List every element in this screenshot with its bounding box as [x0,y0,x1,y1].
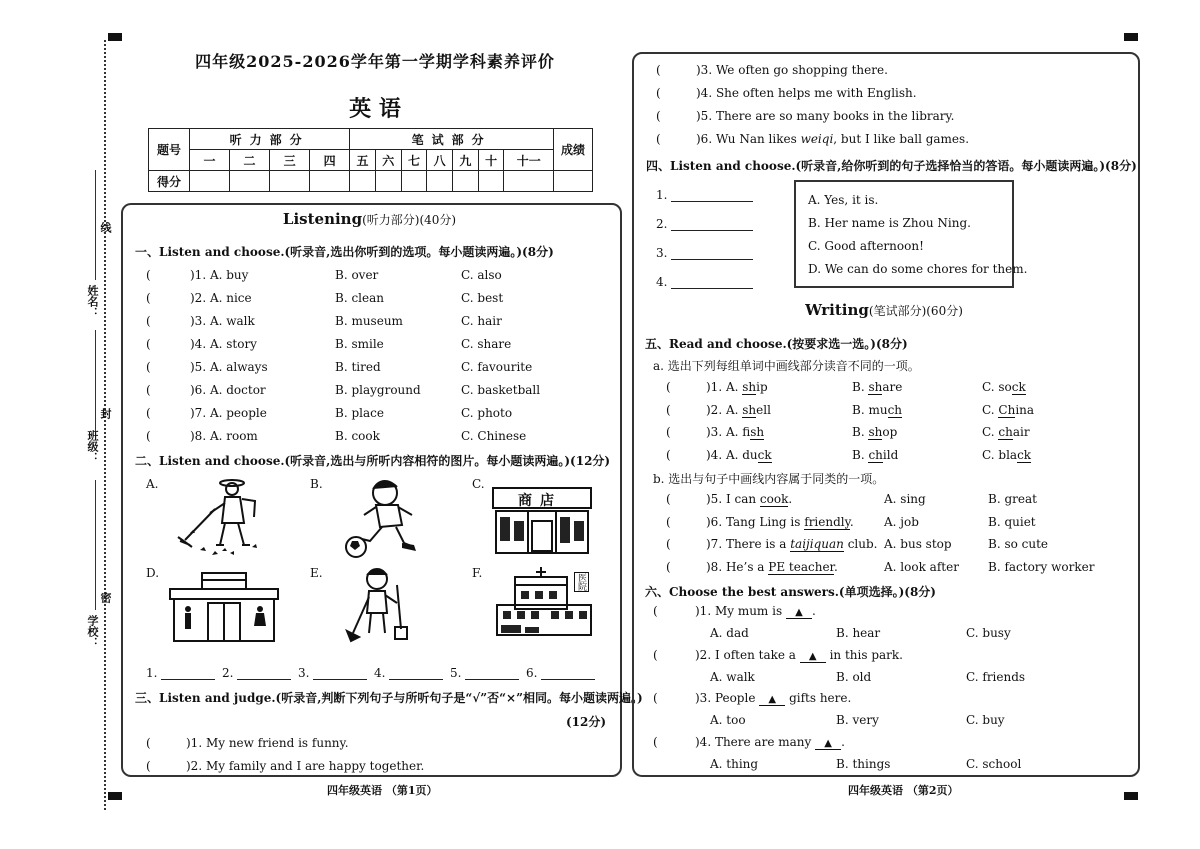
part2-answer-blank[interactable] [237,667,291,680]
score-table-total-label: 成绩 [554,129,593,171]
underlined-letters: sh [868,425,883,439]
part5b-option-a: A. job [884,514,919,529]
pic-label-e: E. [310,566,323,580]
part6-option-a: A. walk [710,669,755,684]
part1-option-a: )7. A. people [190,406,267,420]
score-col: 四 [310,150,350,171]
part6-question-start: )3. People [695,691,760,705]
part3-item [146,736,349,750]
pic-label-d: D. [146,566,160,580]
part5a-item [666,448,1031,462]
underlined-letters: ck [1017,447,1032,462]
binding-dotted-line [104,40,106,810]
underlined-words: friendly [804,514,850,529]
picture-a-sweeping-leaves [170,475,280,560]
part1-option-c: C. favourite [461,360,533,374]
answer-bracket[interactable]: ( [666,425,671,439]
part6-question-end: gifts here. [785,691,852,705]
score-table-score-label: 得分 [149,171,190,192]
part3-item [656,63,888,77]
part1-option-c: C. photo [461,406,513,420]
answer-bracket[interactable]: ( [656,86,661,100]
part4-number: 3. [656,246,668,260]
underlined-letters: ch [868,447,883,462]
answer-bracket[interactable]: ( [146,360,151,374]
answer-bracket[interactable]: ( [656,109,661,123]
part6-question [653,735,845,750]
answer-bracket[interactable]: ( [146,759,151,773]
part6-question-start: )2. I often take a [695,647,800,662]
underlined-letters: ck [1011,380,1026,394]
part5a-option-b [852,448,982,462]
part5a-option-b [852,425,982,439]
part6-question-start: )4. There are many [695,734,816,749]
part3-item [656,109,955,123]
score-cell[interactable] [310,171,350,192]
school-line [95,480,96,610]
answer-bracket[interactable]: ( [146,406,151,420]
listening-title-sub: (听力部分)(40分) [362,213,457,227]
part6-question [653,604,816,619]
name-label: 姓名： [86,285,99,318]
part2-answer-blank[interactable] [465,667,519,680]
part5a-item [666,380,1026,394]
school-label: 学校： [86,615,99,648]
part2-answer-blank[interactable] [389,667,443,680]
part2-answer [526,666,595,680]
underlined-letters: sh [868,380,883,394]
underlined-words: cook [759,492,789,506]
part3-sentence: )4. She often helps me with English. [696,86,917,100]
part1-option-b: B. playground [335,383,421,397]
part2-answer [374,666,443,680]
part1-item [146,383,606,397]
score-col: 二 [230,150,270,171]
score-cell[interactable] [504,171,554,192]
part2-answer [146,666,215,680]
part1-item [146,429,606,443]
underlined-letters: Ch [998,402,1016,417]
part1-item [146,314,606,328]
part6-options [710,713,1005,727]
part6-question-end: in this park. [825,647,903,662]
part1-option-c: C. Chinese [461,429,527,443]
score-col: 十 [478,150,504,171]
score-cell[interactable] [427,171,453,192]
answer-bracket[interactable]: ( [653,604,658,618]
part3-sentence: )5. There are so many books in the library. [696,109,955,123]
registration-mark-bl [108,792,122,800]
option-prefix: B. [852,380,869,394]
sentence-start: )7. There is a [706,537,791,551]
score-cell[interactable] [401,171,427,192]
part3-sentence-6-start: )6. Wu Nan likes [696,132,801,146]
option-prefix: B. [852,447,869,462]
underlined-letters: sh [742,402,757,417]
part5a-option-c [982,380,1026,395]
part1-option-a: )5. A. always [190,360,268,374]
part1-option-a: )2. A. nice [190,291,252,305]
part6-option-a: A. dad [710,626,749,640]
answer-bracket[interactable]: ( [666,447,671,462]
part5b-sentence [706,560,884,574]
underlined-letters: ch [887,402,903,417]
shop-sign: 商店 [518,493,562,509]
part2-answer [450,666,519,680]
part4-answer-blank[interactable] [671,218,753,231]
option-prefix: C. [982,402,999,417]
part5b-option-b: B. quiet [988,514,1036,529]
pic-label-f: F. [472,566,483,580]
score-cell[interactable] [230,171,270,192]
part5a-item [666,403,1034,417]
part3-item [656,86,917,100]
part1-option-a: )6. A. doctor [190,383,266,397]
option-prefix: )3. A. fi [706,425,751,439]
answer-bracket[interactable]: ( [666,402,671,417]
pic-label-a: A. [146,477,159,491]
answer-bracket[interactable]: ( [653,647,658,662]
part6-question-end: . [811,604,816,618]
sentence-end: . [788,492,793,506]
part3-sentence: )1. My new friend is funny. [186,736,349,750]
part6-title: 六、Choose the best answers.(单项选择。)(8分) [645,585,936,599]
part4-number: 4. [656,275,668,289]
part6-options [710,626,1011,640]
registration-mark-br [1124,792,1138,800]
part5a-option-c [982,403,1034,418]
part5a-option-c [982,448,1031,463]
part3-title: 三、Listen and judge.(听录音,判断下列句子与所听句子是“√”否“×”相同。每小题读两遍。) [135,691,643,705]
part1-title: 一、Listen and choose.(听录音,选出你听到的选项。每小题读两遍。)(8分) [135,245,554,259]
part4-number: 2. [656,217,668,231]
score-col: 六 [375,150,401,171]
part6-option-c: C. buy [966,713,1005,727]
part4-blank-row [656,217,753,231]
pic-label-b: B. [310,477,323,491]
triangle-blank: ▲ [815,738,841,750]
underlined-letters: sh [742,380,757,394]
option-suffix: op [882,425,898,439]
part4-blank-row [656,275,753,289]
part2-answer-number: 6. [526,666,538,680]
registration-mark-tl [108,33,122,41]
answer-bracket[interactable]: ( [653,691,658,705]
score-col: 三 [270,150,310,171]
exam-title: 四年级2025-2026学年第一学期学科素养评价 [195,52,555,71]
score-col: 七 [401,150,427,171]
part4-title: 四、Listen and choose.(听录音,给你听到的句子选择恰当的答语。每小题读两遍。)(8分) [646,159,1137,173]
part3-sentence-6-italic: weiqi [800,132,834,146]
score-col: 九 [453,150,479,171]
hospital-sign: 医院 [574,572,589,592]
answer-bracket[interactable]: ( [653,734,658,749]
triangle-blank: ▲ [759,694,785,706]
part5a-option-b [852,380,982,394]
part4-option-text: D. We can do some chores for them. [808,262,1028,276]
part1-item [146,291,606,305]
part3-sentence: )3. We often go shopping there. [696,63,888,77]
part6-option-c: C. friends [966,669,1026,684]
answer-bracket[interactable]: ( [656,63,661,77]
part1-option-b: B. place [335,406,384,420]
part5-title: 五、Read and choose.(按要求选一选。)(8分) [645,337,908,351]
sentence-start: )5. I can [706,492,760,506]
score-col: 一 [190,150,230,171]
part5b-item [666,515,1036,529]
part6-question [653,691,851,706]
underlined-letters: sh [750,425,765,439]
part5b-sentence [706,515,884,529]
registration-mark-tr [1124,33,1138,41]
option-suffix: ild [882,447,899,462]
part1-option-b: B. cook [335,429,380,443]
answer-bracket[interactable]: ( [656,132,661,146]
part5a-option-a [706,425,852,439]
option-suffix: ell [756,402,771,417]
score-cell[interactable] [478,171,504,192]
part1-option-a: )8. A. room [190,429,258,443]
triangle-blank: ▲ [800,651,826,663]
part2-answer-blank[interactable] [161,667,215,680]
part6-options [710,757,1021,771]
score-cell[interactable] [453,171,479,192]
part1-option-b: B. museum [335,314,403,328]
part5b-title: b. 选出与句子中画线内容属于同类的一项。 [653,472,885,486]
subject-title: 英 语 [349,96,401,122]
option-suffix: ip [756,380,768,394]
option-prefix: )4. A. du [706,447,758,462]
underlined-letters: ck [757,447,772,462]
part2-answer-number: 2. [222,666,234,680]
part1-item [146,337,606,351]
part6-option-b: B. very [836,713,879,727]
picture-e-boy-sweeping [345,567,415,647]
score-col: 十一 [504,150,554,171]
score-col: 八 [427,150,453,171]
score-cell[interactable] [190,171,230,192]
answer-bracket[interactable]: ( [146,268,151,282]
part6-option-c: C. school [966,756,1022,771]
part2-answer-blank[interactable] [313,667,367,680]
binding-label-mi: 密 [99,592,112,603]
score-col: 五 [350,150,376,171]
answer-bracket[interactable]: ( [666,514,671,529]
part5a-option-b [852,403,982,417]
part1-option-b: B. tired [335,360,381,374]
sentence-start: )8. He’s a [706,559,769,574]
listening-title [121,210,618,228]
part1-option-a: )4. A. story [190,337,257,351]
footer-page1: 四年级英语 （第1页） [327,784,438,797]
answer-bracket[interactable]: ( [146,429,151,443]
option-prefix: )1. A. [706,380,743,394]
part6-option-b: B. hear [836,626,881,640]
part1-option-a: )3. A. walk [190,314,255,328]
part1-option-c: C. share [461,337,512,351]
part4-option-text: B. Her name is Zhou Ning. [808,216,971,230]
triangle-blank: ▲ [786,607,812,619]
sentence-end: club. [843,537,878,551]
sentence-start: )6. Tang Ling is [706,514,805,529]
option-prefix: B. mu [852,402,888,417]
part2-answer [222,666,291,680]
part5b-item [666,492,1037,506]
part1-option-c: C. hair [461,314,502,328]
part6-option-a: A. too [710,713,746,727]
writing-title-sub: (笔试部分)(60分) [868,304,963,318]
part1-option-c: C. best [461,291,504,305]
picture-b-boy-football [340,475,435,560]
answer-bracket[interactable]: ( [146,291,151,305]
part5a-option-c [982,425,1030,440]
part3-item [656,132,969,146]
part6-option-c: C. busy [966,626,1011,640]
part4-blank-row [656,246,753,260]
part2-answer-number: 3. [298,666,310,680]
part5b-item [666,560,1094,574]
writing-title [632,301,1136,319]
score-table-writing-part: 笔试部分 [350,129,554,150]
part6-options [710,670,1025,684]
part5b-sentence [706,537,884,551]
part2-answer-number: 4. [374,666,386,680]
underlined-letters: ch [998,425,1013,439]
part5a-option-a [706,403,852,417]
part4-option [808,193,878,207]
pic-label-c: C. [472,477,485,491]
part3-sentence-6-end: , but I like ball games. [833,132,970,146]
part1-item [146,406,606,420]
score-table [148,128,593,192]
part4-option [808,262,1027,276]
part4-option-text: A. Yes, it is. [808,193,879,207]
part5b-sentence [706,492,884,506]
option-prefix: C. [982,425,999,439]
writing-title-main: Writing [805,301,869,319]
part2-answer-blank[interactable] [541,667,595,680]
answer-bracket[interactable]: ( [146,314,151,328]
answer-bracket[interactable]: ( [666,537,671,551]
part4-answer-blank[interactable] [671,276,753,289]
option-prefix: C. bla [982,447,1018,462]
part5a-item [666,425,1030,439]
part5a-title: a. 选出下列每组单词中画线部分读音不同的一项。 [653,359,920,373]
score-cell[interactable] [350,171,376,192]
answer-bracket[interactable]: ( [146,337,151,351]
part5b-option-b: B. factory worker [988,559,1095,574]
part2-answer-number: 5. [450,666,462,680]
part2-answer [298,666,367,680]
score-table-listening-part: 听力部分 [190,129,350,150]
part5b-option-a: A. bus stop [884,537,952,551]
option-suffix: air [1012,425,1030,439]
part1-option-b: B. clean [335,291,384,305]
part4-option [808,239,924,253]
part4-number: 1. [656,188,668,202]
part4-answer-blank[interactable] [671,189,753,202]
part5b-option-a: A. look after [884,559,959,574]
picture-d-toilet [168,572,280,644]
listening-title-main: Listening [282,210,363,228]
binding-label-feng: 封 [99,408,112,419]
score-cell[interactable] [554,171,593,192]
part6-option-b: B. things [836,756,891,771]
score-cell[interactable] [270,171,310,192]
option-prefix: B. [852,425,869,439]
answer-bracket[interactable]: ( [666,559,671,574]
part5b-option-b: B. great [988,492,1037,506]
option-prefix: )2. A. [706,402,743,417]
part3-sentence: )2. My family and I are happy together. [186,759,425,773]
part3-item [146,759,424,773]
answer-bracket[interactable]: ( [666,492,671,506]
part1-option-c: C. also [461,268,502,282]
part5b-option-b: B. so cute [988,537,1049,551]
part6-option-b: B. old [836,669,872,684]
footer-page2: 四年级英语 （第2页） [848,784,959,797]
option-prefix: C. so [982,380,1012,394]
name-line [95,170,96,280]
part6-question [653,648,903,663]
part1-option-a: )1. A. buy [190,268,249,282]
option-suffix: ina [1015,402,1035,417]
binding-label-xian: 线 [99,222,112,233]
part5a-option-a [706,448,852,462]
part6-question-start: )1. My mum is [695,604,786,618]
part4-option [808,216,971,230]
part4-answer-blank[interactable] [671,247,753,260]
part5b-option-a: A. sing [884,492,926,506]
part1-item [146,268,606,282]
underlined-words: taijiquan [790,537,844,551]
part6-question-end: . [841,734,845,749]
underlined-words: PE teacher [768,559,834,574]
answer-bracket[interactable]: ( [146,383,151,397]
part5b-item [666,537,1048,551]
part2-answer-number: 1. [146,666,158,680]
score-cell[interactable] [375,171,401,192]
part4-blank-row [656,188,753,202]
part4-option-text: C. Good afternoon! [808,239,924,253]
sentence-end: . [833,559,838,574]
part1-option-b: B. smile [335,337,384,351]
score-table-question-label: 题号 [149,129,190,171]
part1-item [146,360,606,374]
part1-option-b: B. over [335,268,379,282]
class-label: 班级： [86,430,99,463]
option-suffix: are [882,380,903,394]
answer-bracket[interactable]: ( [666,380,671,394]
part2-title: 二、Listen and choose.(听录音,选出与所听内容相符的图片。每小题读两遍。)(12分) [135,454,611,468]
part3-points: (12分) [566,715,607,729]
part6-option-a: A. thing [710,756,759,771]
class-line [95,330,96,440]
part1-option-c: C. basketball [461,383,541,397]
answer-bracket[interactable]: ( [146,736,151,750]
part5a-option-a [706,380,852,394]
sentence-end: . [849,514,854,529]
